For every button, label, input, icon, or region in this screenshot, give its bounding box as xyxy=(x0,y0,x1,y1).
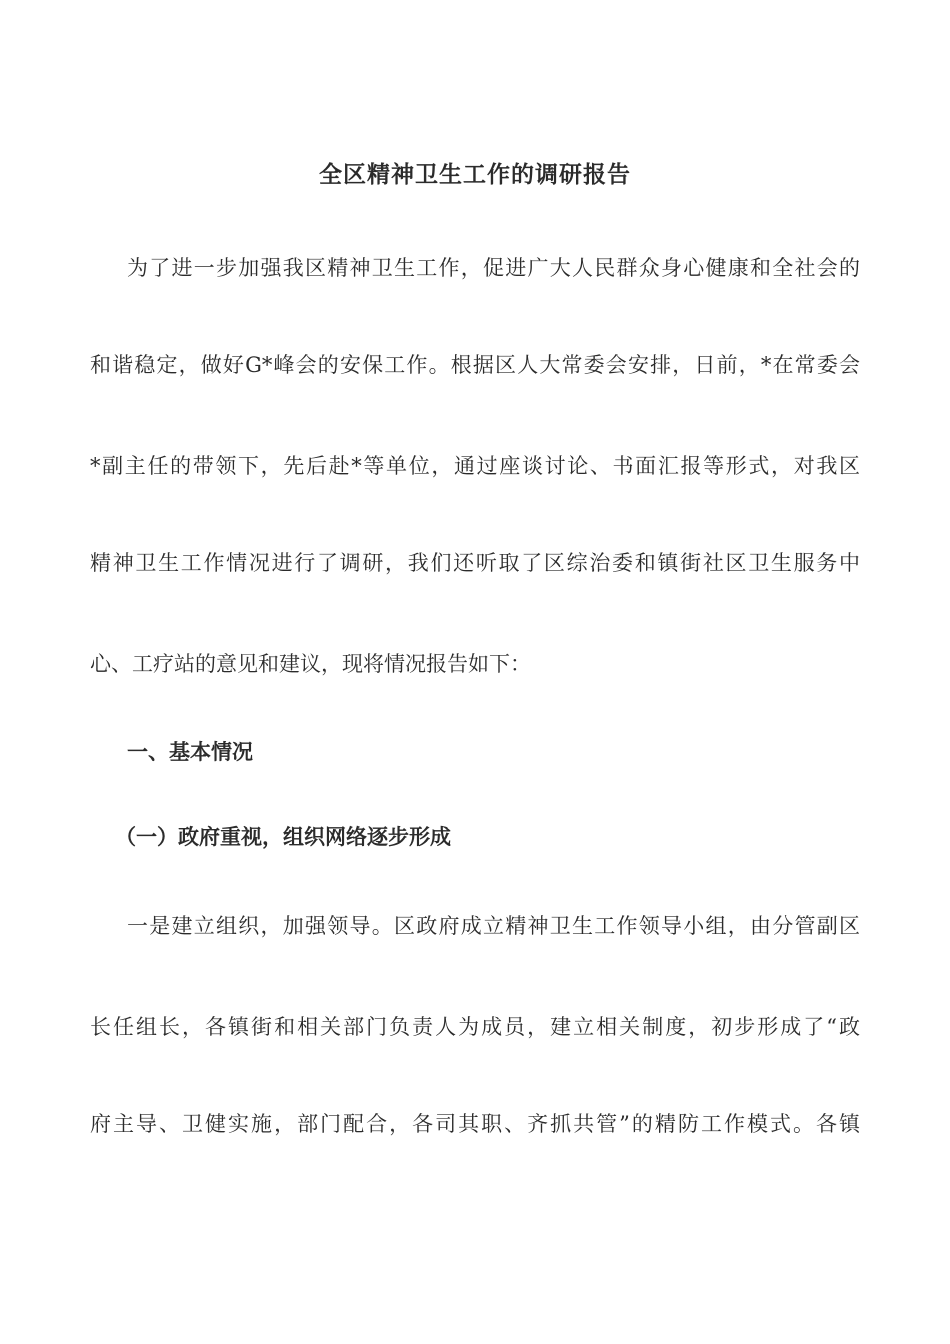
intro-line: 精神卫生工作情况进行了调研，我们还听取了区综治委和镇街社区卫生服务中 xyxy=(90,551,860,575)
intro-line: 心、工疗站的意见和建议，现将情况报告如下： xyxy=(90,652,531,676)
body-line: 府主导、卫健实施，部门配合，各司其职、齐抓共管”的精防工作模式。各镇 xyxy=(90,1112,860,1136)
body-line: 长任组长，各镇街和相关部门负责人为成员，建立相关制度，初步形成了“政 xyxy=(90,1015,860,1039)
intro-line: 为了进一步加强我区精神卫生工作，促进广大人民群众身心健康和全社会的 xyxy=(127,256,860,280)
intro-line: 和谐稳定，做好G*峰会的安保工作。根据区人大常委会安排，日前，*在常委会 xyxy=(90,353,860,377)
document-title: 全区精神卫生工作的调研报告 xyxy=(319,161,631,188)
intro-line: *副主任的带领下，先后赴*等单位，通过座谈讨论、书面汇报等形式，对我区 xyxy=(90,454,860,478)
body-line: 一是建立组织，加强领导。区政府成立精神卫生工作领导小组，由分管副区 xyxy=(127,914,860,938)
subsection-heading: （一）政府重视，组织网络逐步形成 xyxy=(115,824,451,849)
section-heading: 一、基本情况 xyxy=(127,739,253,764)
